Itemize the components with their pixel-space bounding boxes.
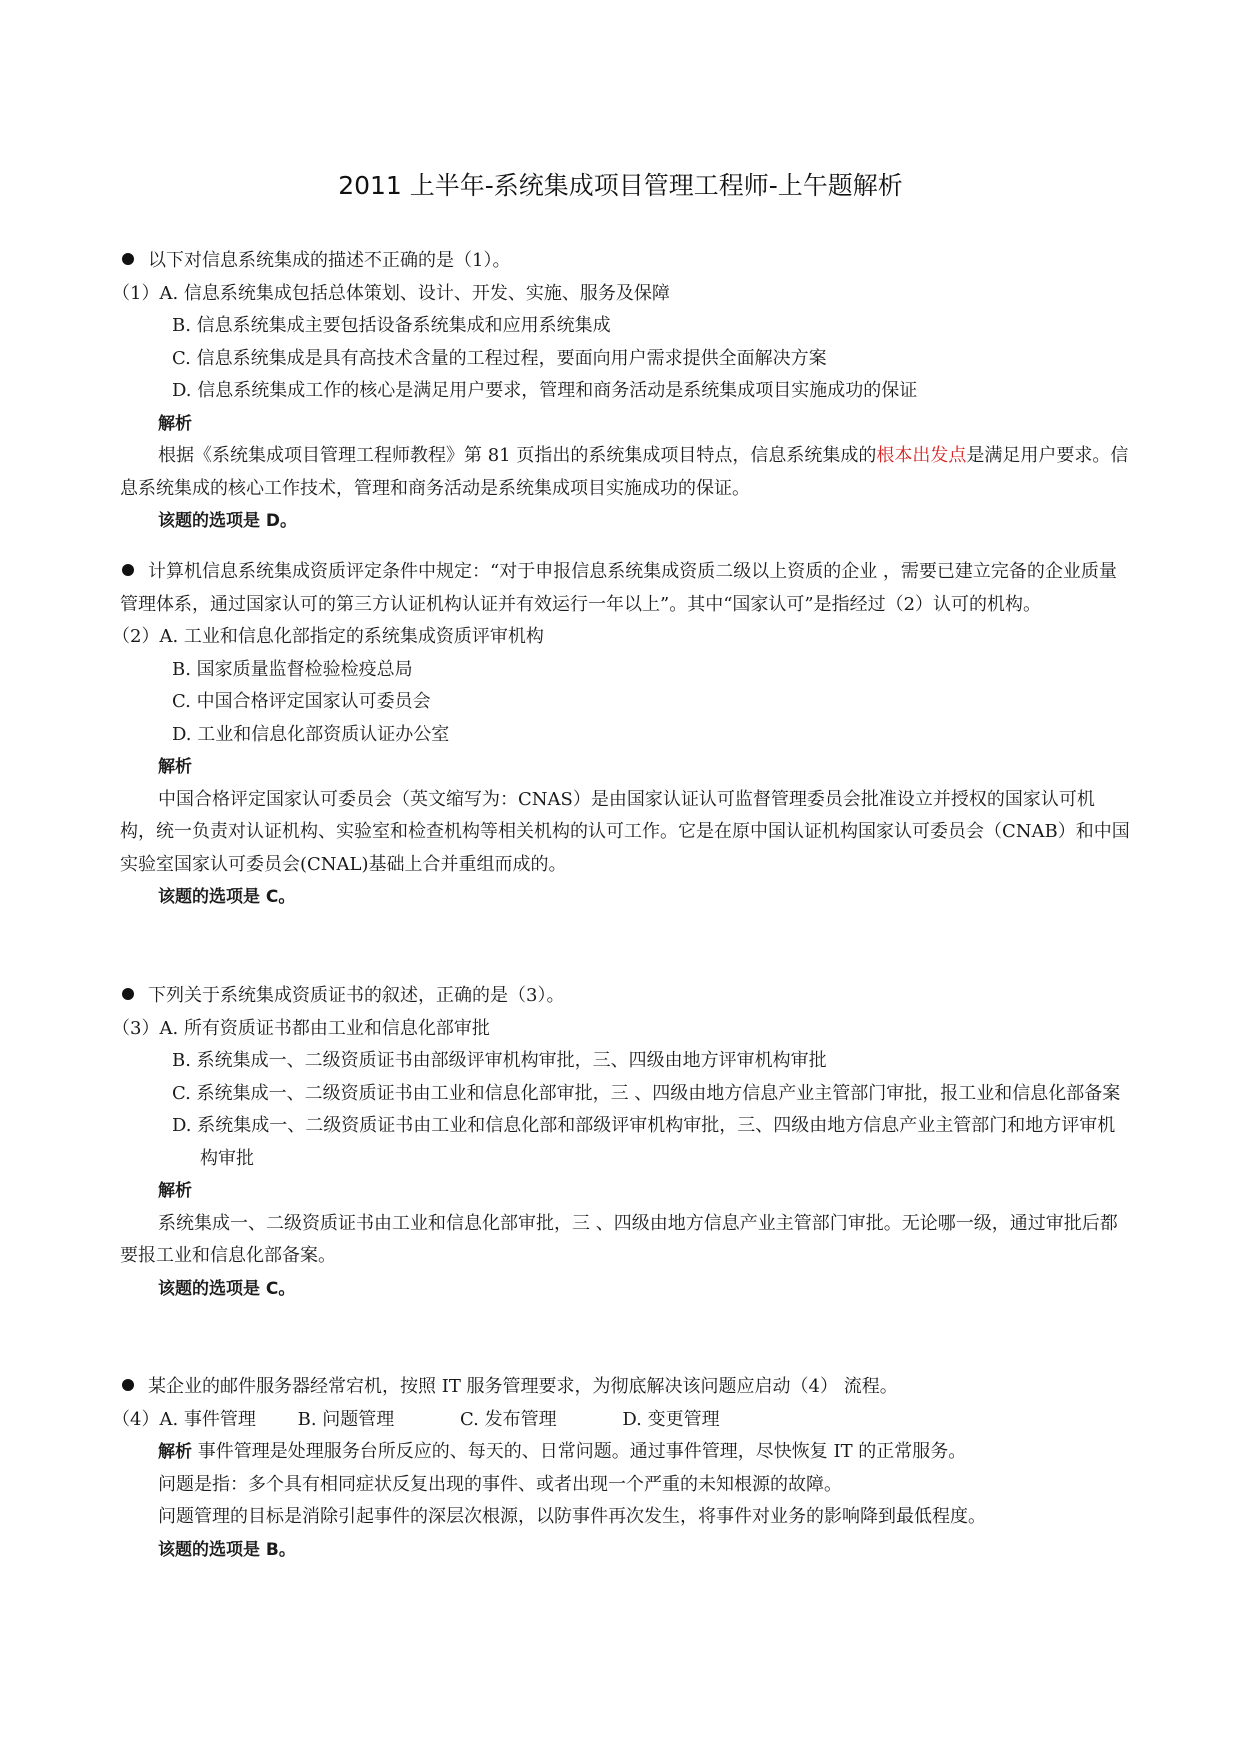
stem-text: 以下对信息系统集成的描述不正确的是（1）。 bbox=[148, 250, 511, 271]
analysis-line-3: 问题管理的目标是消除引起事件的深层次根源，以防事件再次发生，将事件对业务的影响降到最低程度。 bbox=[158, 1506, 986, 1527]
analysis-line-2: 问题是指：多个具有相同症状反复出现的事件、或者出现一个严重的未知根源的故障。 bbox=[158, 1473, 842, 1495]
question-stem bbox=[120, 556, 1130, 621]
answer: 该题的选项是 D。 bbox=[158, 511, 298, 531]
option-c: C. 中国合格评定国家认可委员会 bbox=[172, 691, 431, 712]
answer: 该题的选项是 C。 bbox=[158, 1278, 296, 1299]
option-b: B. 信息系统集成主要包括设备系统集成和应用系统集成 bbox=[172, 315, 611, 336]
option-c: C. 发布管理 bbox=[460, 1408, 557, 1430]
option-a: （4）A. 事件管理 bbox=[112, 1408, 256, 1430]
analysis-text: 中国合格评定国家认可委员会（英文缩写为：CNAS）是由国家认证认可监督管理委员会批准设立并授权的国家认可机构，统一负责对认证机构、实验室和检查机构等相关机构的认可工作。它是在原中国认证机构国家认可委员会（CNAB）和中国实验室国家认可委员会(CNAL)基础上合并重组而成的。 bbox=[120, 788, 1130, 875]
page-title: 2011 上半年-系统集成项目管理工程师-上午题解析 bbox=[338, 171, 903, 200]
analysis-text-post: 是满足用户要求。信息系统集成的核心工作技术，管理和商务活动是系统集成项目实施成功的保证。 bbox=[120, 445, 1129, 499]
analysis-text: 事件管理是处理服务台所反应的、每天的、日常问题。通过事件管理，尽快恢复 IT 的正常服务。 bbox=[197, 1441, 967, 1462]
answer: 该题的选项是 C。 bbox=[158, 887, 296, 907]
analysis-highlight: 根本出发点 bbox=[876, 445, 967, 466]
bullet-icon bbox=[122, 988, 134, 1000]
analysis-text-pre: 根据《系统集成项目管理工程师教程》第 81 页指出的系统集成项目特点，信息系统集成的 bbox=[158, 445, 877, 466]
option-c: C. 信息系统集成是具有高技术含量的工程过程，要面向用户需求提供全面解决方案 bbox=[172, 347, 827, 369]
option-b: B. 国家质量监督检验检疫总局 bbox=[172, 658, 413, 680]
stem-text: 某企业的邮件服务器经常宕机，按照 IT 服务管理要求，为彻底解决该问题应启动（4） 流程。 bbox=[148, 1376, 898, 1397]
option-a: （1）A. 信息系统集成包括总体策划、设计、开发、实施、服务及保障 bbox=[112, 282, 670, 304]
option-b: B. 问题管理 bbox=[297, 1408, 395, 1430]
option-d: D. 系统集成一、二级资质证书由工业和信息化部和部级评审机构审批，三、四级由地方信息产业主管部门和地方评审机构审批 bbox=[172, 1115, 1116, 1169]
question-stem bbox=[120, 245, 1130, 278]
option-c: C. 系统集成一、二级资质证书由工业和信息化部审批，三 、四级由地方信息产业主管部门审批，报工业和信息化部备案 bbox=[172, 1082, 1121, 1104]
option-d: D. 变更管理 bbox=[622, 1408, 720, 1430]
analysis-line-1 bbox=[120, 1436, 1130, 1469]
question-4 bbox=[112, 1371, 1130, 1566]
option-d: D. 工业和信息化部资质认证办公室 bbox=[172, 723, 450, 745]
option-d: D. 信息系统集成工作的核心是满足用户要求，管理和商务活动是系统集成项目实施成功的保证 bbox=[172, 380, 918, 401]
answer: 该题的选项是 B。 bbox=[158, 1539, 296, 1560]
analysis-text bbox=[120, 440, 1130, 505]
bullet-icon bbox=[122, 1379, 134, 1391]
analysis-label: 解析 bbox=[158, 1442, 192, 1462]
analysis-label: 解析 bbox=[158, 1181, 192, 1201]
analysis-label: 解析 bbox=[158, 413, 192, 434]
option-a: （3）A. 所有资质证书都由工业和信息化部审批 bbox=[112, 1017, 490, 1039]
options-row bbox=[112, 1404, 1130, 1437]
stem-text: 下列关于系统集成资质证书的叙述，正确的是（3）。 bbox=[148, 985, 565, 1006]
question-stem bbox=[120, 980, 1130, 1013]
stem-text: 计算机信息系统集成资质评定条件中规定：“对于申报信息系统集成资质二级以上资质的企业 ，需要已建立完备的企业质量管理体系，通过国家认可的第三方认证机构认证并有效运行一年以上”。其中“国家认可”是指经过（2）认可的机构。 bbox=[120, 561, 1117, 615]
bullet-icon bbox=[122, 253, 134, 265]
option-b: B. 系统集成一、二级资质证书由部级评审机构审批，三、四级由地方评审机构审批 bbox=[172, 1050, 827, 1071]
analysis-text: 系统集成一、二级资质证书由工业和信息化部审批，三 、四级由地方信息产业主管部门审批。无论哪一级，通过审批后都要报工业和信息化部备案。 bbox=[120, 1212, 1118, 1266]
question-3 bbox=[112, 980, 1130, 1305]
question-stem bbox=[120, 1371, 1130, 1404]
option-a: （2）A. 工业和信息化部指定的系统集成资质评审机构 bbox=[112, 626, 544, 647]
analysis-label: 解析 bbox=[158, 757, 192, 777]
bullet-icon bbox=[122, 564, 134, 576]
question-1 bbox=[112, 245, 1130, 538]
question-2 bbox=[112, 556, 1130, 914]
